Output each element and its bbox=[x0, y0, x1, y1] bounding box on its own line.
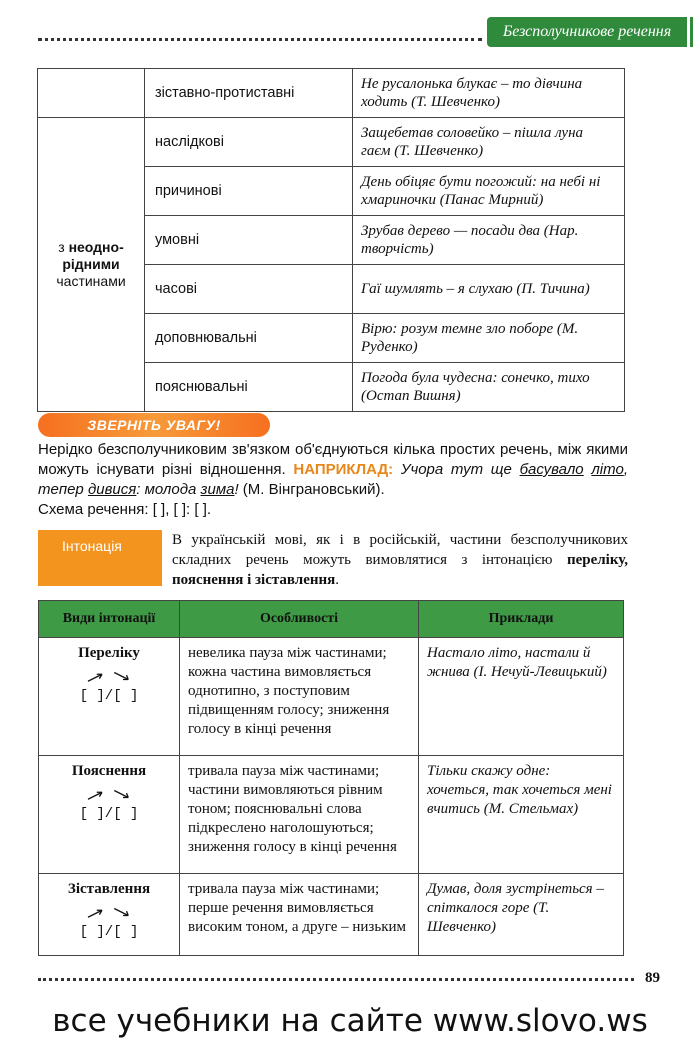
arrows-icon bbox=[79, 787, 139, 801]
arrows-icon bbox=[79, 669, 139, 683]
group-label-cell: з неодно-рідними частинами bbox=[38, 118, 145, 412]
features-cell: тривала пауза між частинами; перше речення вимовляється високим тоном, а друге – низьким bbox=[180, 874, 419, 956]
column-header: Види інтонації bbox=[39, 601, 180, 638]
header-dotted-line bbox=[38, 38, 482, 41]
table-header-row bbox=[39, 601, 624, 638]
section-title: Безсполучникове речення bbox=[502, 23, 672, 40]
intonation-name-cell: Зіставлення [ ]/[ ] bbox=[39, 874, 180, 956]
example-cell: Гаї шумлять – я слухаю (П. Тичина) bbox=[353, 265, 625, 314]
type-cell: доповнювальні bbox=[145, 314, 353, 363]
attention-badge: ЗВЕРНІТЬ УВАГУ! bbox=[38, 413, 270, 437]
footer-watermark-text: все учебники на сайте www.slovo.ws bbox=[52, 1003, 648, 1039]
note-paragraph: Нерідко безсполучниковим зв'язком об'єднуються кілька простих речень, між якими можуть існувати різні відношення. НАПРИКЛАД: Учора тут ще басувало літо, тепер дивися: молода зима! (М. Вінграновський). Схема речення: [ ], [ ]: [ ]. bbox=[38, 441, 628, 518]
section-header-tab bbox=[487, 17, 687, 47]
column-header: Приклади bbox=[419, 601, 624, 638]
example-cell: Погода була чудесна: сонечко, тихо (Остап Вишня) bbox=[353, 363, 625, 412]
types-table bbox=[37, 68, 625, 412]
example-cell: Не русалонька блукає – то дівчина ходить (Т. Шевченко) bbox=[353, 69, 625, 118]
type-cell: часові bbox=[145, 265, 353, 314]
intonation-name-cell: Переліку [ ]/[ ] bbox=[39, 638, 180, 756]
intonation-table bbox=[38, 600, 624, 956]
intonation-schema: [ ]/[ ] bbox=[79, 688, 139, 704]
example-cell: Настало літо, настали й жнива (І. Нечуй-Левицький) bbox=[419, 638, 624, 756]
sentence-schema: Схема речення: [ ], [ ]: [ ]. bbox=[38, 501, 212, 518]
table-row bbox=[39, 874, 624, 956]
example-cell: Думав, доля зустрінеться – спіткалося горе (Т. Шевченко) bbox=[419, 874, 624, 956]
example-cell: Вірю: розум темне зло поборе (М. Руденко) bbox=[353, 314, 625, 363]
example-cell: День обіцяє бути погожий: на небі ні хмариночки (Панас Мирний) bbox=[353, 167, 625, 216]
example-label: НАПРИКЛАД: bbox=[293, 461, 394, 478]
arrows-icon bbox=[79, 905, 139, 919]
page-number: 89 bbox=[645, 970, 660, 986]
table-row bbox=[38, 118, 625, 167]
type-cell: пояснювальні bbox=[145, 363, 353, 412]
type-cell: умовні bbox=[145, 216, 353, 265]
example-cell: Зрубав дерево — посади два (Нар. творчість) bbox=[353, 216, 625, 265]
features-cell: тривала пауза між частинами; частини вимовляються рівним тоном; пояснювальні слова підкреслено наголошуються; зниження голосу в кінці речення bbox=[180, 756, 419, 874]
intonation-name-cell: Пояснення [ ]/[ ] bbox=[39, 756, 180, 874]
table-row bbox=[39, 756, 624, 874]
type-cell: причинові bbox=[145, 167, 353, 216]
empty-cell bbox=[38, 69, 145, 118]
table-row bbox=[39, 638, 624, 756]
example-cell: Защебетав соловейко – пішла луна гаєм (Т. Шевченко) bbox=[353, 118, 625, 167]
example-cell: Тільки скажу одне: хочеться, так хочеться мені вчитись (М. Стельмах) bbox=[419, 756, 624, 874]
table-row bbox=[38, 69, 625, 118]
footer-dotted-line bbox=[38, 978, 634, 981]
features-cell: невелика пауза між частинами; кожна частина вимовляється однотипно, з поступовим підвищенням голосу; зниження голосу в кінці речення bbox=[180, 638, 419, 756]
type-cell: наслідкові bbox=[145, 118, 353, 167]
column-header: Особливості bbox=[180, 601, 419, 638]
intonation-text: В українській мові, як і в російській, частини безсполучникових складних речень можуть вимовлятися з інтонацією переліку, пояснення і зіставлення. bbox=[172, 532, 628, 588]
intonation-schema: [ ]/[ ] bbox=[79, 806, 139, 822]
intonation-box: Інтонація bbox=[38, 530, 162, 586]
type-cell: зіставно-протиставні bbox=[145, 69, 353, 118]
intonation-schema: [ ]/[ ] bbox=[79, 924, 139, 940]
